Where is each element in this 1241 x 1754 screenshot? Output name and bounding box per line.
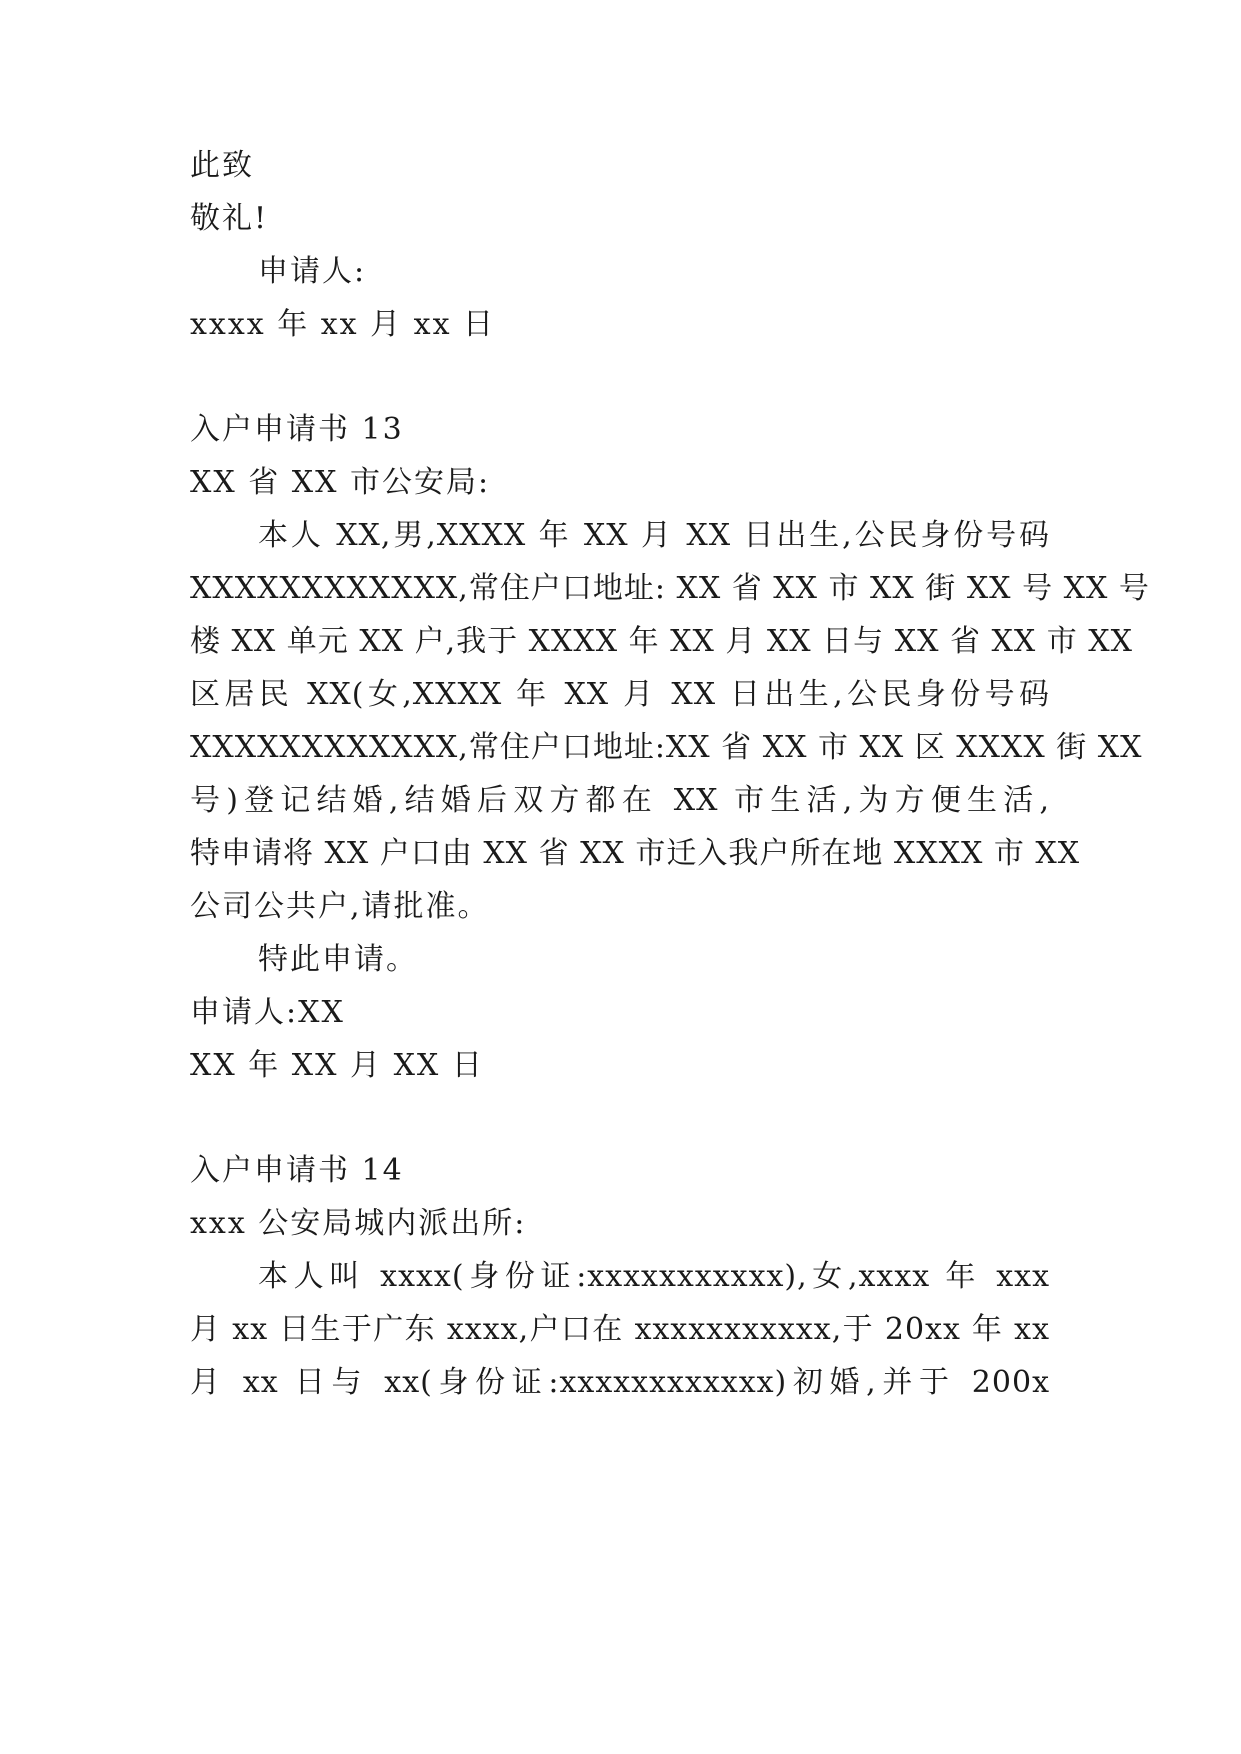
body-line: XXXXXXXXXXXX,常住户口地址: XX 省 XX 市 XX 街 XX 号 XX 号 [190,571,1150,606]
closing-note: 特此申请。 [258,942,418,977]
applicant-signature: 申请人:XX [190,995,345,1030]
letter-title: 入户申请书 13 [190,412,404,447]
date-line: xxxx 年 xx 月 xx 日 [190,307,496,342]
regards: 敬礼! [190,201,269,236]
body-line: 本人叫 xxxx(身份证:xxxxxxxxxxx),女,xxxx 年 xxx [258,1259,1050,1294]
body-line: 楼 XX 单元 XX 户,我于 XXXX 年 XX 月 XX 日与 XX 省 XX 市 XX [190,624,1134,659]
body-line: 本人 XX,男,XXXX 年 XX 月 XX 日出生,公民身份号码 [258,518,1050,553]
body-line: 号)登记结婚,结婚后双方都在 XX 市生活,为方便生活, [190,783,1050,818]
body-line: 月 xx 日与 xx(身份证:xxxxxxxxxxxx)初婚,并于 200x [190,1365,1050,1400]
addressee: xxx 公安局城内派出所: [190,1206,527,1241]
date-line: XX 年 XX 月 XX 日 [190,1048,484,1083]
body-line: XXXXXXXXXXXX,常住户口地址:XX 省 XX 市 XX 区 XXXX 街 XX [190,730,1143,765]
body-line: 公司公共户,请批准。 [190,889,490,924]
body-line: 区居民 XX(女,XXXX 年 XX 月 XX 日出生,公民身份号码 [190,677,1050,712]
addressee: XX 省 XX 市公安局: [190,465,491,500]
letter-title: 入户申请书 14 [190,1153,404,1188]
applicant-label: 申请人: [258,254,367,289]
body-line: 月 xx 日生于广东 xxxx,户口在 xxxxxxxxxxx,于 20xx 年 xx [190,1312,1050,1347]
body-line: 特申请将 XX 户口由 XX 省 XX 市迁入我户所在地 XXXX 市 XX [190,836,1081,871]
salutation: 此致 [190,148,254,183]
